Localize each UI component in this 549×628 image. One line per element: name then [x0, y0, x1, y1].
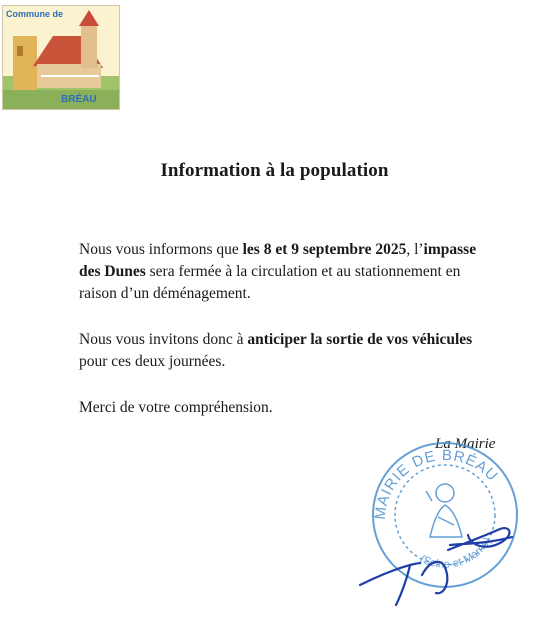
logo-commune-de-text: Commune de	[6, 9, 64, 19]
signature-label: La Mairie	[435, 436, 496, 452]
document-title: Information à la population	[160, 160, 389, 181]
paragraph-thanks: Merci de votre compréhension.	[79, 399, 273, 416]
p2-text-1: Nous vous invitons donc à	[79, 331, 248, 348]
p1-text-2: , l’	[406, 241, 424, 258]
p1-text-1: Nous vous informons que	[79, 241, 243, 258]
p1-dates: les 8 et 9 septembre 2025	[242, 241, 407, 258]
p2-text-2: pour ces deux journées.	[79, 353, 226, 370]
paragraph-vehicle-advice	[79, 329, 499, 373]
mairie-stamp-and-signature	[350, 425, 540, 625]
logo-breau-text: BRÉAU	[61, 94, 97, 105]
svg-text:MAIRIE DE BRÉAU	[372, 447, 502, 521]
marianne-emblem-icon	[426, 484, 462, 537]
commune-logo	[2, 5, 120, 110]
p1-street-name: impasse des Dunes	[79, 241, 477, 280]
p1-text-3: sera fermée à la circulation et au stationnement en raison d’un déménagement.	[79, 263, 461, 302]
p2-emphasis: anticiper la sortie de vos véhicules	[247, 331, 473, 348]
stamp-outer-text: MAIRIE DE BRÉAU	[371, 446, 502, 521]
stamp-lower-text: (Seine-et-Marne)	[417, 535, 494, 571]
paragraph-closure-notice	[79, 239, 499, 305]
